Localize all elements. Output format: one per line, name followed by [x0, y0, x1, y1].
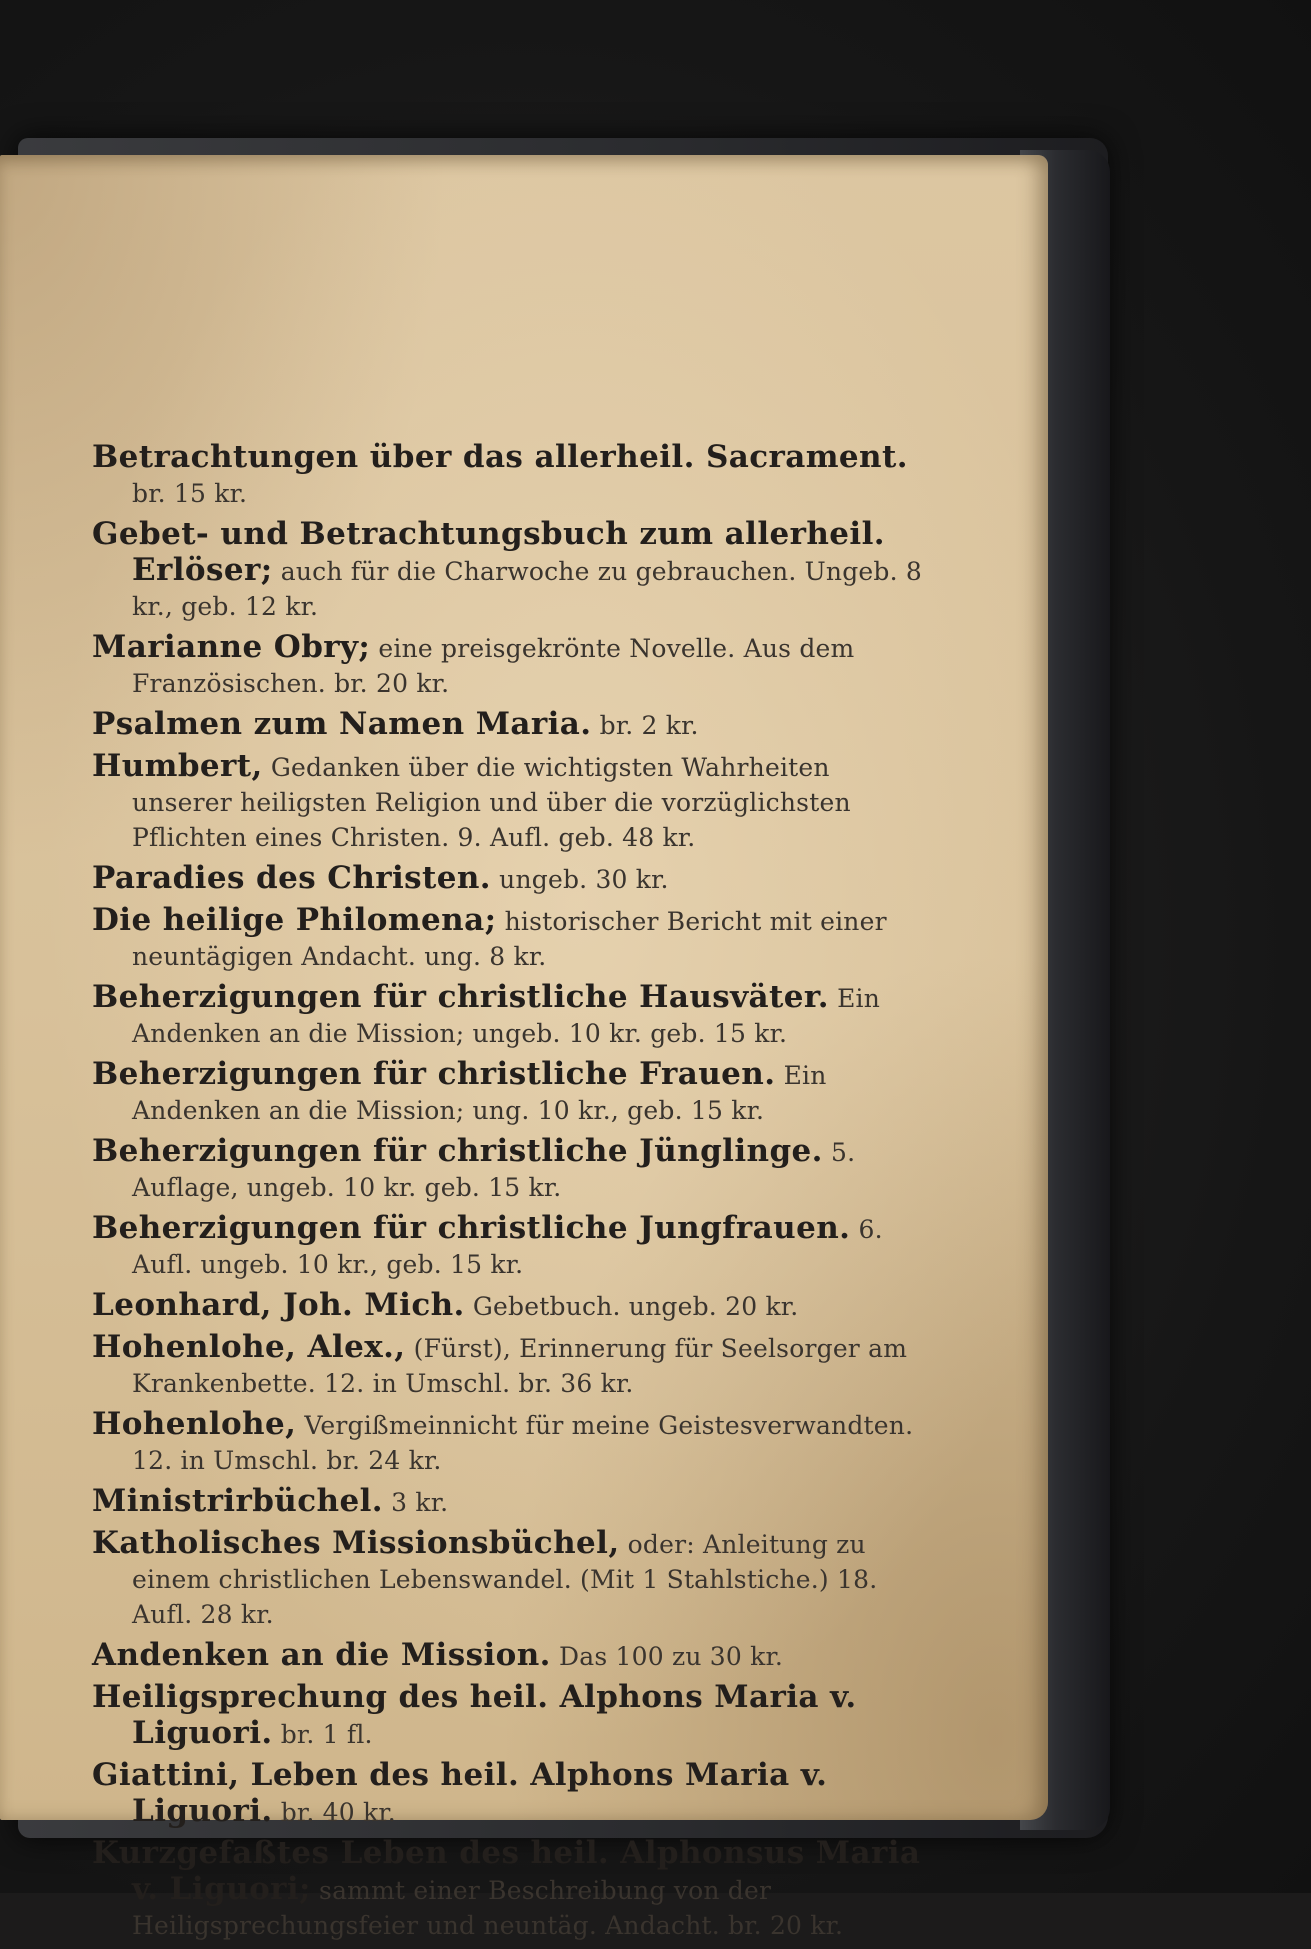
entry-title: Leonhard, Joh. Mich. — [92, 1287, 465, 1323]
catalog-entry — [92, 1057, 932, 1128]
entry-details: br. 1 fl. — [272, 1720, 373, 1749]
entry-title: Psalmen zum Namen Maria. — [92, 706, 592, 742]
entry-details: br. 2 kr. — [591, 711, 699, 740]
catalog-entry — [92, 1680, 932, 1752]
entry-title: Beherzigungen für christliche Jungfrauen. — [92, 1210, 851, 1246]
entry-title: Giattini, Leben des heil. Alphons Maria v. Liguori. — [92, 1757, 828, 1829]
catalog-entry — [92, 630, 932, 701]
entry-title: Paradies des Christen. — [92, 860, 491, 896]
catalog-entry — [92, 1330, 932, 1401]
entry-title: Hohenlohe, — [92, 1406, 297, 1442]
entry-title: Die heilige Philomena; — [92, 902, 497, 938]
catalog-entry — [92, 1407, 932, 1478]
entry-details: 6. Aufl. ungeb. 10 kr., geb. 15 kr. — [132, 1215, 883, 1279]
entry-details: br. 40 kr. — [272, 1798, 396, 1827]
entry-title: Andenken an die Mission. — [92, 1637, 551, 1673]
entry-details: oder: Anleitung zu einem christlichen Lebenswandel. (Mit 1 Stahlstiche.) 18. Aufl. 28 kr. — [132, 1530, 878, 1629]
entry-title: Katholisches Missionsbüchel, — [92, 1525, 620, 1561]
entry-details: ungeb. 30 kr. — [491, 865, 669, 894]
book-page — [0, 155, 1048, 1940]
entry-title: Humbert, — [92, 748, 263, 784]
catalog-entry — [92, 1526, 932, 1632]
catalog-entry — [92, 861, 932, 897]
catalog-entry — [92, 1638, 932, 1674]
catalog-entry — [92, 1836, 932, 1943]
entry-details: 3 kr. — [382, 1488, 449, 1517]
entry-details: Gebetbuch. ungeb. 20 kr. — [464, 1292, 799, 1321]
entry-details: auch für die Charwoche zu gebrauchen. Ungeb. 8 kr., geb. 12 kr. — [132, 557, 922, 621]
entry-details: Ein Andenken an die Mission; ung. 10 kr., geb. 15 kr. — [132, 1061, 827, 1125]
entry-details: sammt einer Beschreibung von der Heiligsprechungsfeier und neuntäg. Andacht. br. 20 kr. — [132, 1876, 844, 1940]
entry-title: Gebet- und Betrachtungsbuch zum allerheil. Erlöser; — [92, 516, 885, 588]
entry-title: Kurzgefaßtes Leben des heil. Alphonsus Maria v. Liguori; — [92, 1835, 921, 1907]
entry-details: Gedanken über die wichtigsten Wahrheiten unserer heiligsten Religion und über die vorzüglichsten Pflichten eines Christen. 9. Aufl. geb. 48 kr. — [132, 753, 851, 852]
entry-title: Hohenlohe, Alex., — [92, 1329, 406, 1365]
entry-title: Marianne Obry; — [92, 629, 371, 665]
catalog-entry — [92, 749, 932, 855]
entry-title: Heiligsprechung des heil. Alphons Maria v. Liguori. — [92, 1679, 857, 1751]
entry-title: Ministrirbüchel. — [92, 1483, 383, 1519]
entry-details: historischer Bericht mit einer neuntägigen Andacht. ung. 8 kr. — [132, 907, 887, 971]
catalog-entry — [92, 440, 932, 511]
entry-title: Beherzigungen für christliche Frauen. — [92, 1056, 776, 1092]
entry-title: Beherzigungen für christliche Jünglinge. — [92, 1133, 823, 1169]
entry-details: eine preisgekrönte Novelle. Aus dem Französischen. br. 20 kr. — [132, 634, 855, 698]
catalog-entry — [92, 1758, 932, 1830]
catalog-list — [92, 440, 932, 1949]
catalog-entry — [92, 1211, 932, 1282]
catalog-entry — [92, 1484, 932, 1520]
entry-details: (Fürst), Erinnerung für Seelsorger am Krankenbette. 12. in Umschl. br. 36 kr. — [132, 1334, 908, 1398]
entry-title: Betrachtungen über das allerheil. Sacrament. — [92, 439, 908, 475]
catalog-entry — [92, 1288, 932, 1324]
catalog-entry — [92, 903, 932, 974]
catalog-entry — [92, 1134, 932, 1205]
entry-title: Beherzigungen für christliche Hausväter. — [92, 979, 829, 1015]
entry-details: br. 15 kr. — [132, 479, 248, 508]
catalog-entry — [92, 517, 932, 624]
entry-details: Ein Andenken an die Mission; ungeb. 10 kr. geb. 15 kr. — [132, 984, 881, 1048]
entry-details: 5. Auflage, ungeb. 10 kr. geb. 15 kr. — [132, 1138, 856, 1202]
catalog-entry — [92, 707, 932, 743]
entry-details: Vergißmeinnicht für meine Geistesverwandten. 12. in Umschl. br. 24 kr. — [132, 1411, 914, 1475]
entry-details: Das 100 zu 30 kr. — [550, 1642, 784, 1671]
catalog-entry — [92, 980, 932, 1051]
